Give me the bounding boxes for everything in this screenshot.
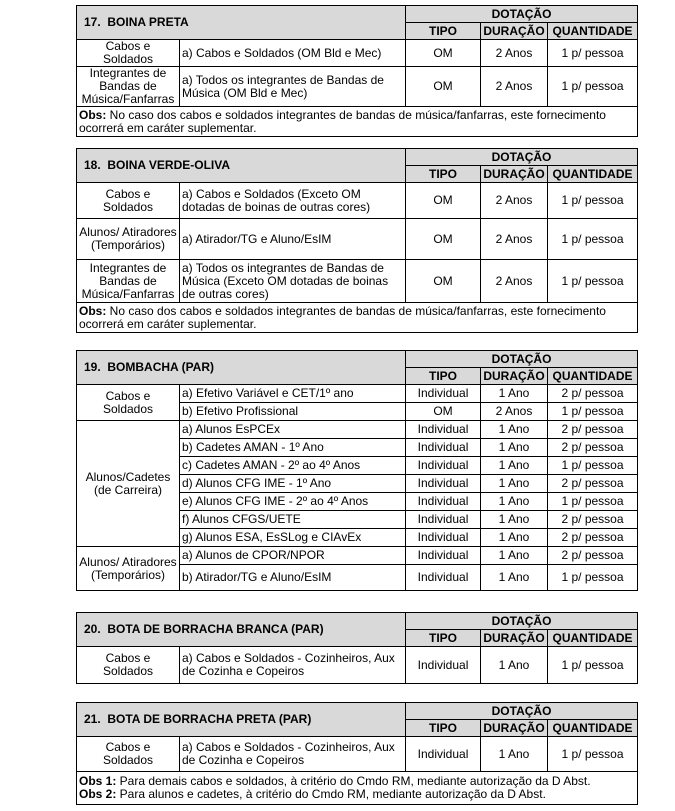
duracao-cell: 1 Ano bbox=[481, 529, 548, 547]
description-cell: a) Alunos de CPOR/NPOR bbox=[180, 547, 406, 565]
obs-text: No caso dos cabos e soldados integrantes de bandas de música/fanfarras, este fornecimento ocorrerá em caráter suplementar. bbox=[79, 107, 606, 135]
category-cell: Cabos e Soldados bbox=[77, 40, 180, 67]
duracao-cell: 2 Anos bbox=[481, 183, 548, 219]
section-20-table bbox=[76, 612, 638, 684]
category-cell: Integrantes de Bandas de Música/Fanfarras bbox=[77, 260, 180, 303]
section-number: 21. bbox=[84, 712, 101, 726]
tipo-cell: OM bbox=[406, 183, 481, 219]
tipo-cell: Individual bbox=[406, 493, 481, 511]
tipo-cell: Individual bbox=[406, 475, 481, 493]
quantidade-cell: 2 p/ pessoa bbox=[548, 475, 638, 493]
dotacao-header: DOTAÇÃO bbox=[406, 613, 638, 630]
tipo-cell: Individual bbox=[406, 529, 481, 547]
description-cell: b) Atirador/TG e Aluno/EsIM bbox=[180, 565, 406, 591]
section-title: BOINA PRETA bbox=[107, 15, 189, 29]
quantidade-cell: 2 p/ pessoa bbox=[548, 439, 638, 457]
description-cell: a) Alunos EsPCEx bbox=[180, 421, 406, 439]
tipo-cell: Individual bbox=[406, 737, 481, 772]
observation-note bbox=[77, 303, 638, 333]
obs-label: Obs 1: bbox=[79, 774, 117, 788]
tipo-cell: OM bbox=[406, 403, 481, 421]
quantidade-header: QUANTIDADE bbox=[548, 166, 638, 183]
description-cell: a) Cabos e Soldados - Cozinheiros, Aux de Cozinha e Copeiros bbox=[180, 647, 406, 684]
duracao-cell: 1 Ano bbox=[481, 647, 548, 684]
section-title: BOINA VERDE-OLIVA bbox=[107, 158, 231, 172]
duracao-cell: 1 Ano bbox=[481, 565, 548, 591]
tipo-header: TIPO bbox=[406, 166, 481, 183]
section-title: BOTA DE BORRACHA BRANCA (PAR) bbox=[107, 622, 324, 636]
tipo-cell: Individual bbox=[406, 511, 481, 529]
section-17-table bbox=[76, 5, 638, 137]
duracao-cell: 1 Ano bbox=[481, 439, 548, 457]
duracao-cell: 2 Anos bbox=[481, 219, 548, 260]
duracao-header: DURAÇÃO bbox=[481, 368, 548, 385]
duracao-cell: 1 Ano bbox=[481, 385, 548, 403]
description-cell: e) Alunos CFG IME - 2º ao 4º Anos bbox=[180, 493, 406, 511]
tipo-header: TIPO bbox=[406, 630, 481, 647]
duracao-cell: 1 Ano bbox=[481, 475, 548, 493]
category-cell: Cabos e Soldados bbox=[77, 385, 180, 421]
quantidade-cell: 1 p/ pessoa bbox=[548, 493, 638, 511]
duracao-cell: 1 Ano bbox=[481, 421, 548, 439]
section-title: BOMBACHA (PAR) bbox=[107, 360, 215, 374]
category-cell: Alunos/Cadetes (de Carreira) bbox=[77, 421, 180, 547]
duracao-cell: 1 Ano bbox=[481, 511, 548, 529]
obs-label: Obs: bbox=[79, 107, 107, 122]
quantidade-cell: 1 p/ pessoa bbox=[548, 260, 638, 303]
obs-label: Obs: bbox=[79, 303, 107, 318]
section-21-table bbox=[76, 702, 638, 805]
tipo-cell: Individual bbox=[406, 439, 481, 457]
dotacao-header: DOTAÇÃO bbox=[406, 703, 638, 720]
tipo-cell: OM bbox=[406, 260, 481, 303]
quantidade-cell: 1 p/ pessoa bbox=[548, 67, 638, 107]
section-19-heading bbox=[77, 351, 406, 385]
quantidade-cell: 1 p/ pessoa bbox=[548, 565, 638, 591]
tipo-cell: Individual bbox=[406, 565, 481, 591]
section-20-heading bbox=[77, 613, 406, 647]
description-cell: a) Atirador/TG e Aluno/EsIM bbox=[180, 219, 406, 260]
tipo-cell: Individual bbox=[406, 647, 481, 684]
duracao-cell: 1 Ano bbox=[481, 737, 548, 772]
dotacao-header: DOTAÇÃO bbox=[406, 351, 638, 368]
section-18-heading bbox=[77, 149, 406, 183]
description-cell: a) Efetivo Variável e CET/1º ano bbox=[180, 385, 406, 403]
quantidade-cell: 1 p/ pessoa bbox=[548, 737, 638, 772]
observation-note bbox=[77, 107, 638, 137]
section-number: 20. bbox=[84, 622, 101, 636]
category-cell: Cabos e Soldados bbox=[77, 183, 180, 219]
duracao-cell: 1 Ano bbox=[481, 493, 548, 511]
quantidade-cell: 2 p/ pessoa bbox=[548, 421, 638, 439]
quantidade-cell: 1 p/ pessoa bbox=[548, 219, 638, 260]
quantidade-cell: 1 p/ pessoa bbox=[548, 183, 638, 219]
quantidade-cell: 2 p/ pessoa bbox=[548, 511, 638, 529]
description-cell: f) Alunos CFGS/UETE bbox=[180, 511, 406, 529]
quantidade-cell: 1 p/ pessoa bbox=[548, 457, 638, 475]
quantidade-cell: 2 p/ pessoa bbox=[548, 529, 638, 547]
duracao-cell: 2 Anos bbox=[481, 67, 548, 107]
duracao-cell: 2 Anos bbox=[481, 40, 548, 67]
category-cell: Cabos e Soldados bbox=[77, 647, 180, 684]
quantidade-header: QUANTIDADE bbox=[548, 720, 638, 737]
description-cell: a) Cabos e Soldados (Exceto OM dotadas de boinas de outras cores) bbox=[180, 183, 406, 219]
tipo-cell: OM bbox=[406, 67, 481, 107]
quantidade-header: QUANTIDADE bbox=[548, 368, 638, 385]
duracao-cell: 2 Anos bbox=[481, 403, 548, 421]
quantidade-cell: 2 p/ pessoa bbox=[548, 547, 638, 565]
obs-text: Para demais cabos e soldados, à critério do Cmdo RM, mediante autorização da D Abst. bbox=[116, 774, 591, 788]
description-cell: b) Cadetes AMAN - 1º Ano bbox=[180, 439, 406, 457]
obs-text: No caso dos cabos e soldados integrantes de bandas de música/fanfarras, este fornecimento ocorrerá em caráter suplementar. bbox=[79, 303, 606, 331]
quantidade-header: QUANTIDADE bbox=[548, 23, 638, 40]
quantidade-cell: 1 p/ pessoa bbox=[548, 647, 638, 684]
description-cell: a) Cabos e Soldados - Cozinheiros, Aux de Cozinha e Copeiros bbox=[180, 737, 406, 772]
description-cell: a) Todos os integrantes de Bandas de Música (Exceto OM dotadas de boinas de outras cores) bbox=[180, 260, 406, 303]
description-cell: a) Todos os integrantes de Bandas de Música (OM Bld e Mec) bbox=[180, 67, 406, 107]
description-cell: a) Cabos e Soldados (OM Bld e Mec) bbox=[180, 40, 406, 67]
section-title: BOTA DE BORRACHA PRETA (PAR) bbox=[107, 712, 312, 726]
tipo-cell: OM bbox=[406, 219, 481, 260]
description-cell: d) Alunos CFG IME - 1º Ano bbox=[180, 475, 406, 493]
tipo-cell: OM bbox=[406, 40, 481, 67]
observation-note bbox=[77, 772, 638, 805]
quantidade-header: QUANTIDADE bbox=[548, 630, 638, 647]
tipo-header: TIPO bbox=[406, 23, 481, 40]
section-number: 17. bbox=[84, 15, 101, 29]
duracao-cell: 2 Anos bbox=[481, 260, 548, 303]
category-cell: Alunos/ Atiradores (Temporários) bbox=[77, 547, 180, 591]
tipo-cell: Individual bbox=[406, 547, 481, 565]
section-21-heading bbox=[77, 703, 406, 737]
duracao-cell: 1 Ano bbox=[481, 457, 548, 475]
section-18-table bbox=[76, 148, 638, 333]
quantidade-cell: 2 p/ pessoa bbox=[548, 385, 638, 403]
duracao-header: DURAÇÃO bbox=[481, 720, 548, 737]
category-cell: Cabos e Soldados bbox=[77, 737, 180, 772]
description-cell: c) Cadetes AMAN - 2º ao 4º Anos bbox=[180, 457, 406, 475]
tipo-header: TIPO bbox=[406, 368, 481, 385]
duracao-cell: 1 Ano bbox=[481, 547, 548, 565]
quantidade-cell: 1 p/ pessoa bbox=[548, 40, 638, 67]
section-number: 19. bbox=[84, 360, 101, 374]
tipo-cell: Individual bbox=[406, 385, 481, 403]
description-cell: b) Efetivo Profissional bbox=[180, 403, 406, 421]
section-number: 18. bbox=[84, 158, 101, 172]
duracao-header: DURAÇÃO bbox=[481, 630, 548, 647]
obs-text: Para alunos e cadetes, à critério do Cmdo RM, mediante autorização da D Abst. bbox=[116, 787, 546, 801]
category-cell: Alunos/ Atiradores (Temporários) bbox=[77, 219, 180, 260]
category-cell: Integrantes de Bandas de Música/Fanfarras bbox=[77, 67, 180, 107]
dotacao-header: DOTAÇÃO bbox=[406, 6, 638, 23]
section-17-heading bbox=[77, 6, 406, 40]
section-19-table bbox=[76, 350, 638, 591]
tipo-header: TIPO bbox=[406, 720, 481, 737]
duracao-header: DURAÇÃO bbox=[481, 166, 548, 183]
dotacao-header: DOTAÇÃO bbox=[406, 149, 638, 166]
description-cell: g) Alunos ESA, EsSLog e CIAvEx bbox=[180, 529, 406, 547]
obs-label: Obs 2: bbox=[79, 787, 117, 801]
quantidade-cell: 1 p/ pessoa bbox=[548, 403, 638, 421]
tipo-cell: Individual bbox=[406, 457, 481, 475]
tipo-cell: Individual bbox=[406, 421, 481, 439]
duracao-header: DURAÇÃO bbox=[481, 23, 548, 40]
